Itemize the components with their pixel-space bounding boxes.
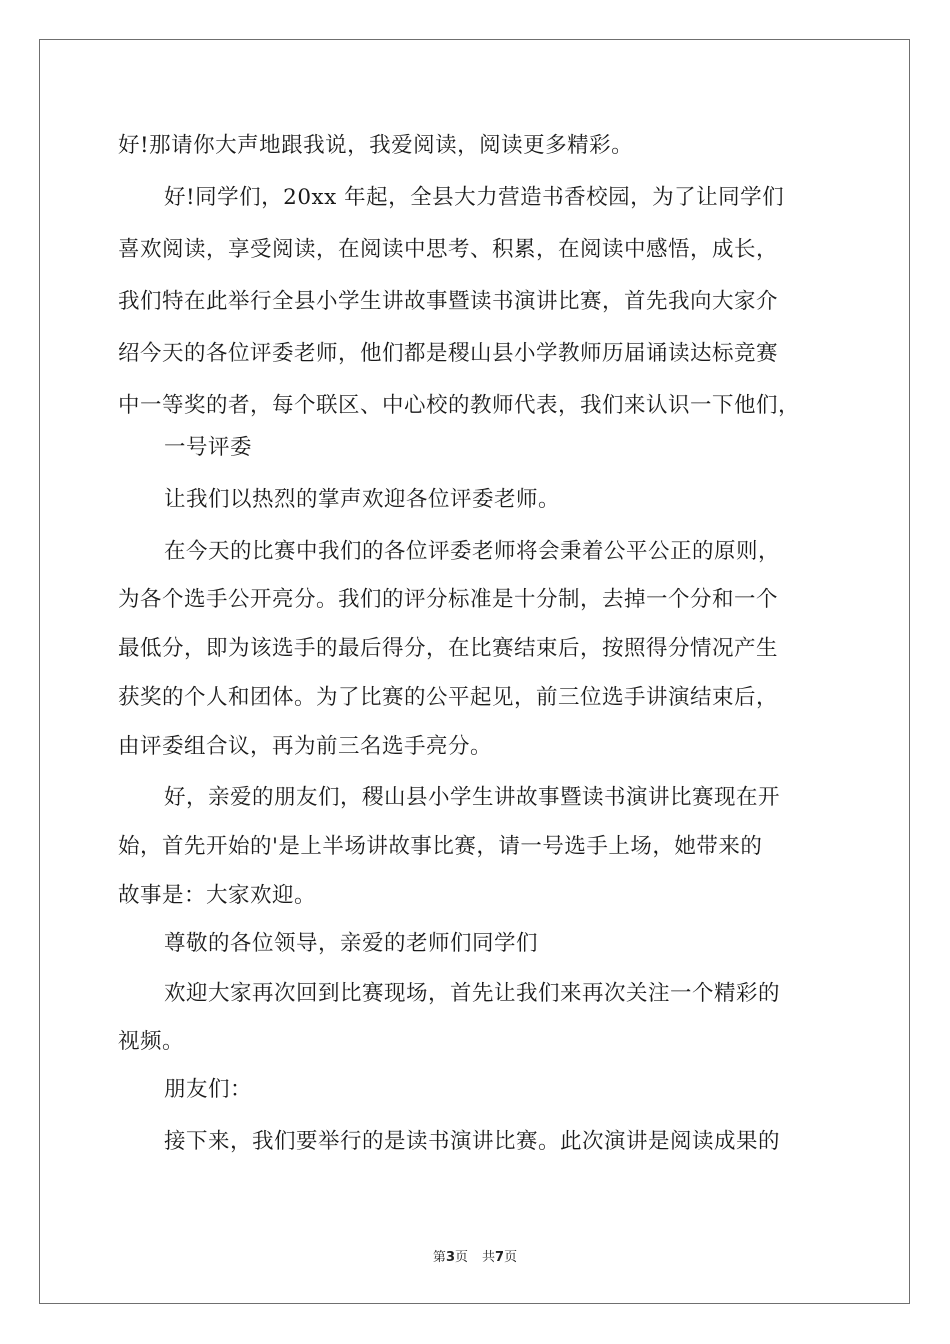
text-line: 中一等奖的者，每个联区、中心校的教师代表，我们来认识一下他们，: [118, 393, 801, 418]
text-line: 让我们以热烈的掌声欢迎各位评委老师。: [164, 487, 561, 512]
page-border: [39, 39, 910, 1304]
text-line: 绍今天的各位评委老师，他们都是稷山县小学教师历届诵读达标竞赛: [118, 341, 779, 366]
page-suffix: 页: [454, 1250, 468, 1265]
text-line: 始，首先开始的'是上半场讲故事比赛，请一号选手上场，她带来的: [118, 834, 763, 859]
page-prefix: 第: [432, 1250, 446, 1265]
text-line: 获奖的个人和团体。为了比赛的公平起见，前三位选手讲演结束后，: [118, 685, 779, 710]
text-line: 朋友们：: [164, 1077, 253, 1102]
page-footer: [0, 1246, 950, 1265]
text-line: 视频。: [118, 1029, 185, 1054]
text-line: 欢迎大家再次回到比赛现场，首先让我们来再次关注一个精彩的: [164, 981, 781, 1006]
total-suffix: 页: [504, 1250, 518, 1265]
total-pages: 7: [495, 1250, 505, 1265]
text-line: 我们特在此举行全县小学生讲故事暨读书演讲比赛，首先我向大家介: [118, 289, 779, 314]
text-line: 好!那请你大声地跟我说，我爱阅读，阅读更多精彩。: [118, 133, 634, 158]
text-line: 在今天的比赛中我们的各位评委老师将会秉着公平公正的原则，: [164, 539, 781, 564]
text-line: 最低分，即为该选手的最后得分，在比赛结束后，按照得分情况产生: [118, 636, 779, 661]
text-line: 接下来，我们要举行的是读书演讲比赛。此次演讲是阅读成果的: [164, 1129, 781, 1154]
text-line: 尊敬的各位领导，亲爱的老师们同学们: [164, 931, 539, 956]
text-line: 故事是：大家欢迎。: [118, 883, 317, 908]
text-line: 为各个选手公开亮分。我们的评分标准是十分制，去掉一个分和一个: [118, 587, 779, 612]
text-line: 好，亲爱的朋友们，稷山县小学生讲故事暨读书演讲比赛现在开: [164, 785, 781, 810]
page-number: 3: [445, 1250, 455, 1265]
text-line: 一号评委: [164, 435, 253, 460]
text-line: 由评委组合议，再为前三名选手亮分。: [118, 734, 493, 759]
text-line: 好!同学们，20xx 年起，全县大力营造书香校园，为了让同学们: [164, 185, 785, 210]
text-line: 喜欢阅读，享受阅读，在阅读中思考、积累，在阅读中感悟，成长，: [118, 237, 779, 262]
total-prefix: 共: [482, 1250, 496, 1265]
